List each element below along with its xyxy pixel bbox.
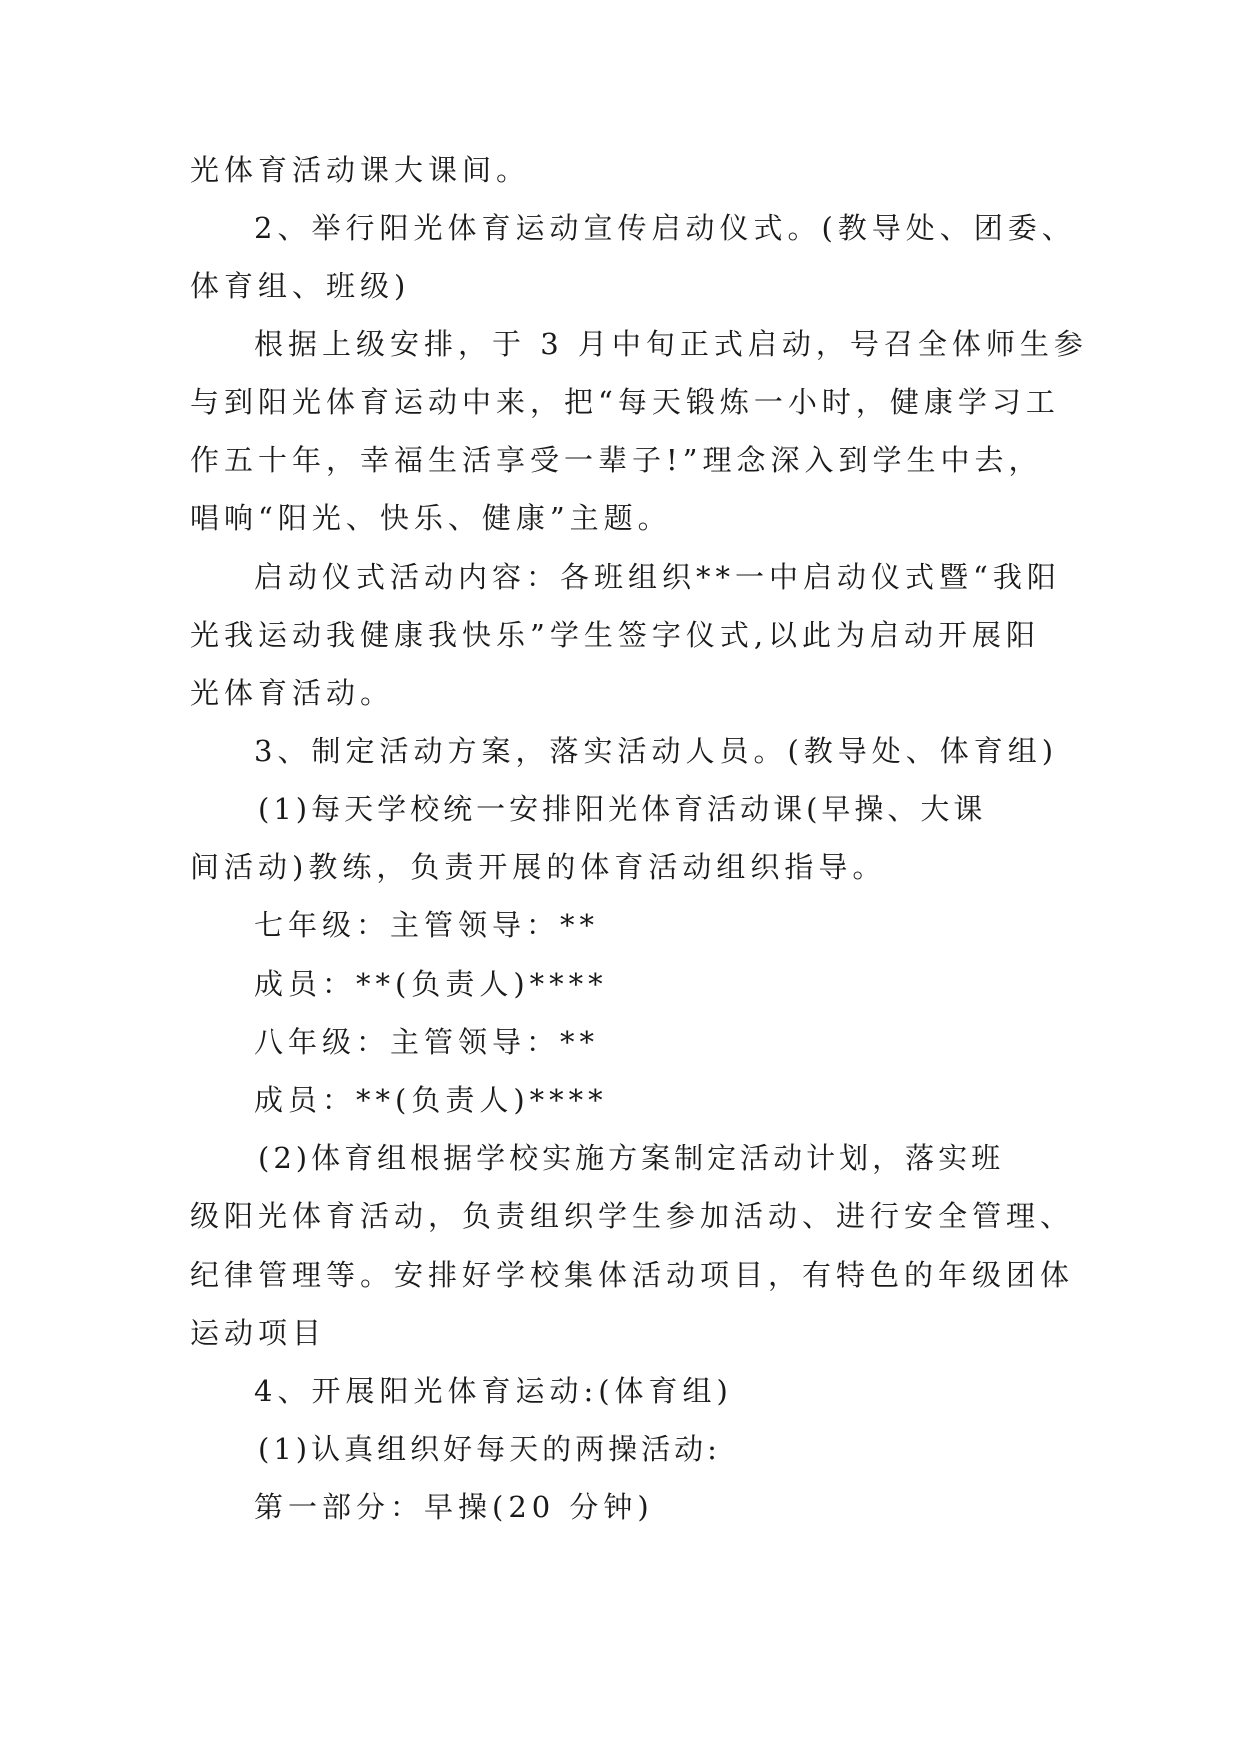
- text-line: 七年级：主管领导：**: [254, 908, 600, 942]
- text-line: 运动项目: [190, 1316, 327, 1350]
- section-heading: 4、开展阳光体育运动:(体育组): [254, 1374, 733, 1408]
- text-line: 纪律管理等。安排好学校集体活动项目，有特色的年级团体: [190, 1258, 1075, 1292]
- section-heading: 2、举行阳光体育运动宣传启动仪式。(教导处、团委、: [254, 211, 1076, 245]
- text-line: 光体育活动课大课间。: [190, 153, 531, 187]
- text-line: (2)体育组根据学校实施方案制定活动计划，落实班: [258, 1141, 1005, 1175]
- text-line: 级阳光体育活动，负责组织学生参加活动、进行安全管理、: [190, 1199, 1075, 1233]
- text-line: 唱响“阳光、快乐、健康”主题。: [190, 501, 672, 535]
- text-line: 光体育活动。: [190, 676, 395, 710]
- text-line: 启动仪式活动内容：各班组织**一中启动仪式暨“我阳: [254, 560, 1061, 594]
- text-line: 八年级：主管领导：**: [254, 1025, 600, 1059]
- text-line: 成员：**(负责人)****: [254, 967, 608, 1001]
- text-line: 间活动)教练，负责开展的体育活动组织指导。: [190, 850, 887, 884]
- text-line: 第一部分：早操(20 分钟): [254, 1490, 654, 1524]
- section-heading: 3、制定活动方案，落实活动人员。(教导处、体育组): [254, 734, 1059, 768]
- text-line: 体育组、班级): [190, 269, 411, 303]
- text-line: 成员：**(负责人)****: [254, 1083, 608, 1117]
- text-line: 根据上级安排，于 3 月中旬正式启动，号召全体师生参: [254, 327, 1088, 361]
- text-line: 作五十年，幸福生活享受一辈子!”理念深入到学生中去，: [190, 443, 1043, 477]
- text-line: (1)每天学校统一安排阳光体育活动课(早操、大课: [258, 792, 987, 826]
- text-line: 光我运动我健康我快乐”学生签字仪式,以此为启动开展阳: [190, 618, 1041, 652]
- text-line: (1)认真组织好每天的两操活动:: [258, 1432, 721, 1466]
- text-line: 与到阳光体育运动中来，把“每天锻炼一小时，健康学习工: [190, 385, 1060, 419]
